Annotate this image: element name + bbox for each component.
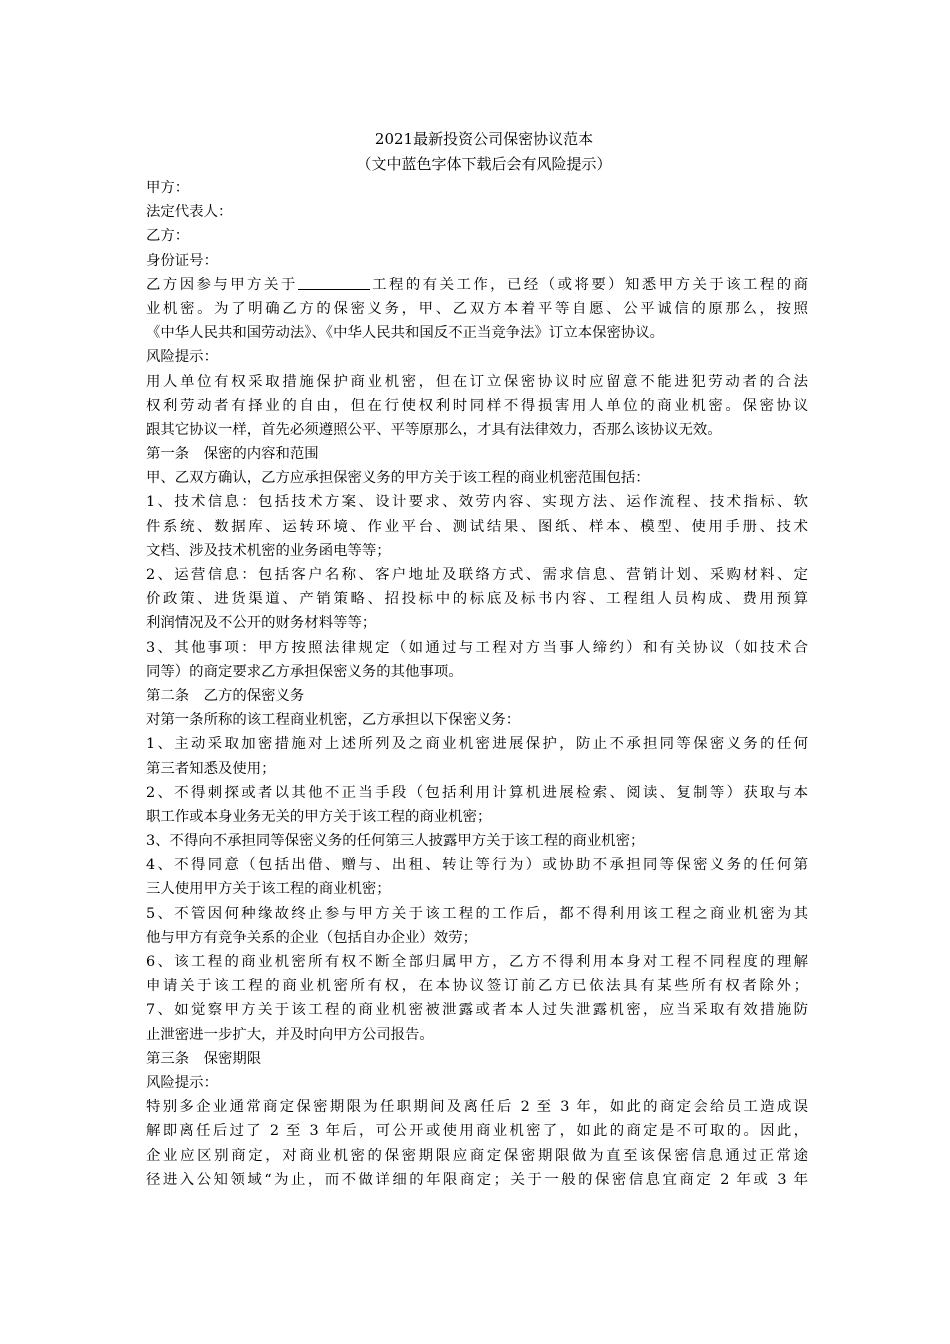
article-2-line: 2、不得刺探或者以其他不正当手段（包括利用计算机进展检索、阅读、复制等）获取与本 [146,784,808,801]
document-body [146,126,808,1192]
article-1-line: 文档、涉及技术机密的业务函电等等； [146,542,391,559]
article-2-line: 职工作或本身业务无关的甲方关于该工程的商业机密； [146,808,492,825]
article-2-line: 3、不得向不承担同等保密义务的任何第三人披露甲方关于该工程的商业机密； [146,833,645,850]
article-3-heading: 第三条 保密期限 [146,1050,262,1067]
article-1-line: 甲、乙双方确认，乙方应承担保密义务的甲方关于该工程的商业机密范围包括： [146,470,650,487]
article-1-line: 件系统、数据库、运转环境、作业平台、测试结果、图纸、样本、模型、使用手册、技术 [146,518,808,535]
id-number-label: 身份证号： [146,252,218,269]
article-2-line: 6、该工程的商业机密所有权不断全部归属甲方，乙方不得利用本身对工程不同程度的理解 [146,954,808,970]
article-2-line: 申请关于该工程的商业机密所有权，在本协议签订前乙方已依法具有某些所有权者除外； [146,978,808,995]
intro-line [146,273,808,297]
article-2-line: 4、不得同意（包括出借、赠与、出租、转让等行为）或协助不承担同等保密义务的任何第 [146,857,808,874]
legal-rep-label: 法定代表人： [146,204,233,221]
article-2-line: 他与甲方有竞争关系的企业（包括自办企业）效劳； [146,929,477,946]
article-2-line: 第三者知悉及使用； [146,760,276,777]
article-3-line: 径进入公知领域“为止，而不做详细的年限商定；关于一般的保密信息宜商定 2 年或 3 年 [146,1171,808,1188]
article-1-line: 价政策、进货渠道、产销策略、招投标中的标底及标书内容、工程组人员构成、费用预算 [146,591,808,608]
article-2-line: 7、如觉察甲方关于该工程的商业机密被泄露或者本人过失泄露机密，应当采取有效措施防 [146,1002,808,1019]
intro-text-before-blank: 乙方因参与甲方关于 [146,276,298,293]
article-2-line: 5、不管因何种缘故终止参与甲方关于该工程的工作后，都不得利用该工程之商业机密为其 [146,905,808,922]
article-3-risk-label: 风险提示： [146,1074,218,1091]
risk-notice-line: 用人单位有权采取措施保护商业机密，但在订立保密协议时应留意不能进犯劳动者的合法 [146,373,808,390]
article-2-line: 止泄密进一步扩大，并及时向甲方公司报告。 [146,1026,434,1043]
intro-line: 《中华人民共和国劳动法》、《中华人民共和国反不正当竞争法》订立本保密协议。 [146,325,665,342]
document-title: 2021最新投资公司保密协议范本 [374,130,594,148]
project-name-blank [298,275,370,290]
article-3-line: 特别多企业通常商定保密期限为任职期间及离任后 2 至 3 年，如此的商定会给员工造成误 [146,1099,808,1116]
article-1-line: 2、运营信息：包括客户名称、客户地址及联络方式、需求信息、营销计划、采购材料、定 [146,567,808,583]
article-3-line: 企业应区别商定，对商业机密的保密期限应商定保密期限做为直至该保密信息通过正常途 [146,1147,808,1164]
article-2-heading: 第二条 乙方的保密义务 [146,687,305,704]
document-subtitle: （文中蓝色字体下载后会有风险提示） [356,155,612,173]
article-1-line: 利润情况及不公开的财务材料等等； [146,615,377,632]
party-a-label: 甲方： [146,180,190,196]
risk-notice-line: 跟其它协议一样，首先必须遵照公平、平等原那么，才具有法律效力，否那么该协议无效。 [146,421,722,438]
article-1-line: 3、其他事项：甲方按照法律规定（如通过与工程对方当事人缔约）和有关协议（如技术合 [146,639,808,656]
risk-notice-label: 风险提示： [146,349,218,366]
article-1-heading: 第一条 保密的内容和范围 [146,446,319,463]
article-2-line: 三人使用甲方关于该工程的商业机密； [146,881,391,898]
intro-text-after-blank: 工程的有关工作，已经（或将要）知悉甲方关于该工程的商 [369,276,808,293]
article-1-line: 1、技术信息：包括技术方案、设计要求、效劳内容、实现方法、运作流程、技术指标、软 [146,494,808,511]
article-3-line: 解即离任后过了 2 至 3 年后，可公开或使用商业机密了，如此的商定是不可取的。因此， [146,1123,808,1140]
risk-notice-line: 权利劳动者有择业的自由，但在行使权利时同样不得损害用人单位的商业机密。保密协议 [146,397,808,414]
article-2-line: 1、主动采取加密措施对上述所列及之商业机密进展保护，防止不承担同等保密义务的任何 [146,736,808,753]
intro-line: 业机密。为了明确乙方的保密义务，甲、乙双方本着平等自愿、公平诚信的原那么，按照 [146,300,808,317]
article-2-line: 对第一条所称的该工程商业机密，乙方承担以下保密义务： [146,712,521,729]
article-1-line: 同等）的商定要求乙方承担保密义务的其他事项。 [146,663,463,680]
party-b-label: 乙方： [146,228,190,245]
